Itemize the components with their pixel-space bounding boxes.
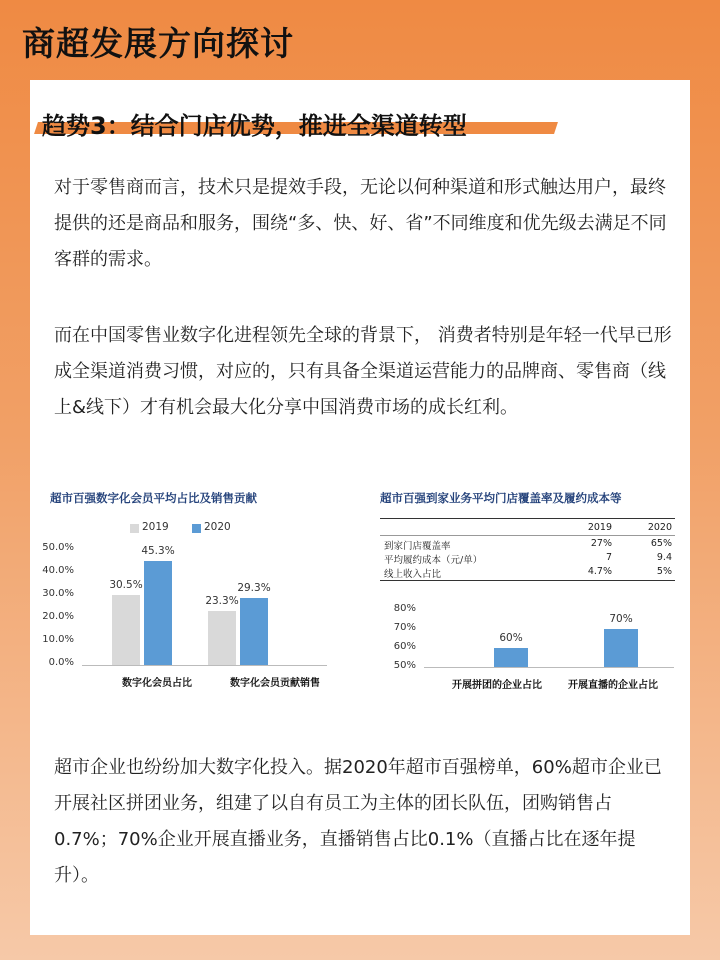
paragraph-1: 对于零售商而言，技术只是提效手段，无论以何种渠道和形式触达用户，最终提供的还是商品和服务，围绕“多、快、好、省”不同维度和优先级去满足不同客群的需求。 (54, 177, 667, 270)
paragraph-2: 而在中国零售业数字化进程领先全球的背景下， 消费者特别是年轻一代早已形成全渠道消费习惯，对应的，只有具备全渠道运营能力的品牌商、零售商（线上&线下）才有机会最大化分享中国消费市场的成长红利。 (54, 325, 672, 418)
y-tick: 10.0% (42, 634, 74, 645)
data-label-groupbuy: 60% (499, 632, 523, 644)
table-header: 2019 (587, 522, 612, 533)
table-header-rule (380, 535, 675, 536)
y-tick: 0.0% (48, 657, 74, 668)
data-label-2020-cat0: 45.3% (141, 544, 175, 557)
x-axis (82, 665, 327, 666)
section-heading-text: 趋势3：结合门店优势，推进全渠道转型 (42, 112, 467, 140)
table-row-label: 线上收入占比 (384, 569, 442, 580)
table-cell: 7 (605, 552, 612, 563)
y-tick: 60% (393, 641, 416, 652)
paragraph-3: 超市企业也纷纷加大数字化投入。据2020年超市百强榜单，60%超市企业已开展社区拼团业务，组建了以自有员工为主体的团长队伍，团购销售占0.7%；70%企业开展直播业务，直播销售占比0.1%（直播占比在逐年提升）。 (54, 757, 662, 886)
table-cell: 4.7% (587, 566, 612, 577)
y-tick: 50% (393, 660, 416, 671)
data-label-2020-cat1: 29.3% (237, 581, 271, 594)
table-cell: 65% (650, 538, 672, 549)
delivery-coverage-panel (370, 480, 690, 700)
y-tick: 30.0% (42, 588, 74, 599)
table-top-rule (380, 518, 675, 519)
table-cell: 9.4 (656, 552, 672, 563)
data-label-livestream: 70% (609, 613, 633, 625)
y-tick: 70% (393, 622, 416, 633)
page-title: 商超发展方向探讨 (22, 24, 294, 63)
bar-groupbuy (494, 648, 528, 667)
legend-swatch-2020 (192, 524, 201, 533)
chart-title: 超市百强到家业务平均门店覆盖率及履约成本等 (380, 491, 622, 505)
bar-2019-cat0 (112, 595, 140, 665)
legend-swatch-2019 (130, 524, 139, 533)
y-tick: 50.0% (42, 542, 74, 553)
data-label-2019-cat1: 23.3% (205, 595, 239, 608)
bar-2020-cat0 (144, 561, 172, 665)
x-axis (424, 667, 674, 668)
x-category-label: 数字化会员贡献销售 (230, 678, 320, 689)
legend-2020: 2020 (204, 521, 231, 533)
x-category-label: 开展拼团的企业占比 (452, 680, 542, 691)
bar-livestream (604, 629, 638, 667)
x-category-label: 开展直播的企业占比 (568, 680, 658, 691)
table-cell: 27% (590, 538, 612, 549)
bar-2020-cat1 (240, 598, 268, 665)
table-bottom-rule (380, 580, 675, 581)
content-card (30, 80, 690, 935)
section-heading (42, 106, 467, 141)
table-row-label: 到家门店覆盖率 (384, 541, 451, 552)
x-category-label: 数字化会员占比 (122, 678, 192, 689)
y-tick: 20.0% (42, 611, 74, 622)
y-tick: 40.0% (42, 565, 74, 576)
table-header: 2020 (647, 522, 672, 533)
legend-2019: 2019 (142, 521, 169, 533)
table-row-label: 平均履约成本（元/单） (384, 555, 483, 566)
y-tick: 80% (393, 603, 416, 614)
chart-title: 超市百强数字化会员平均占比及销售贡献 (50, 491, 257, 505)
data-label-2019-cat0: 30.5% (109, 578, 143, 591)
bar-2019-cat1 (208, 611, 236, 665)
table-cell: 5% (656, 566, 672, 577)
member-share-chart (30, 480, 330, 700)
